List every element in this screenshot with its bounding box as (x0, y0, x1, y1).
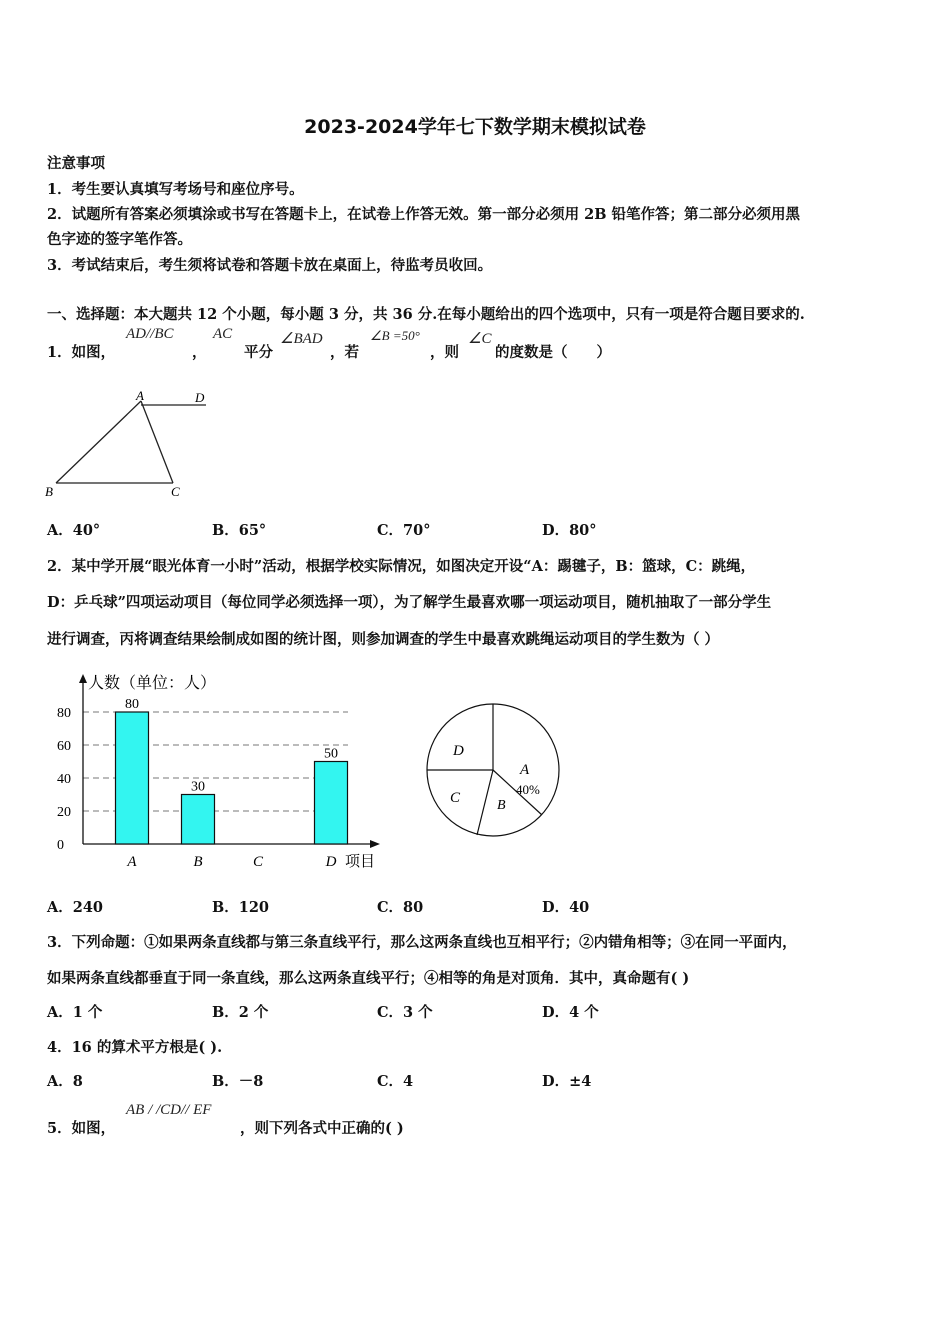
bar-b (182, 795, 215, 845)
notice-heading: 注意事项 (47, 155, 105, 172)
q4-option-a: A．8 (47, 1073, 83, 1090)
q1-math: ∠BAD (280, 331, 323, 347)
y-tick-label: 60 (57, 739, 71, 754)
q3-option-b: B．2 个 (212, 1004, 269, 1021)
y-tick-label: 80 (57, 706, 71, 721)
notice-item: 色字迹的签字笔作答。 (47, 231, 192, 248)
q2-text: 2．某中学开展“眼光体育一小时”活动，根据学校实际情况，如图决定开设“A：踢毽子，B：篮球，C：跳绳， (47, 558, 756, 575)
x-category-label: C (252, 854, 264, 870)
q1-math: ∠C (468, 331, 492, 347)
x-axis-label: 项目 (345, 854, 376, 870)
q2-text: 进行调查，丙将调查结果绘制成如图的统计图，则参加调查的学生中最喜欢跳绳运动项目的学生数为（ ） (47, 631, 720, 648)
point-b-label: B (45, 484, 53, 499)
bar-d (315, 762, 348, 845)
notice-item: 2．试题所有答案必须填涂或书写在答题卡上，在试卷上作答无效。第一部分必须用 2B 铅笔作答；第二部分必须用黑 (47, 206, 801, 223)
y-axis-arrow (79, 674, 87, 683)
pie-label-a: A (520, 762, 530, 778)
q2-option-a: A．240 (47, 899, 104, 916)
bar-a (116, 712, 149, 844)
q3-option-c: C．3 个 (377, 1004, 433, 1021)
point-c-label: C (171, 484, 180, 499)
y-tick-label: 0 (57, 838, 64, 853)
q2-option-d: D．40 (542, 899, 590, 916)
q1-text: ，若 (330, 344, 359, 361)
y-tick-label: 20 (57, 805, 71, 820)
point-a-label: A (136, 388, 144, 403)
pie-label-c: C (450, 790, 461, 806)
q4-text: 4．16 的算术平方根是( ). (47, 1039, 223, 1056)
q1-text: 的度数是（ ） (495, 344, 611, 361)
q3-text: 3．下列命题：①如果两条直线都与第三条直线平行，那么这两条直线也互相平行；②内错角相等；③在同一平面内， (47, 934, 797, 951)
x-axis-arrow (370, 840, 380, 848)
y-tick-label: 40 (57, 772, 71, 787)
q4-option-b: B．－8 (212, 1073, 264, 1090)
pie-divider (477, 770, 493, 835)
q1-option-d: D．80° (542, 522, 597, 539)
q5-math: AB / /CD// EF (126, 1102, 212, 1118)
q1-math: AD//BC (126, 326, 174, 342)
point-d-label: D (195, 390, 205, 405)
q1-text: ，则 (430, 344, 459, 361)
q2-option-c: C．80 (377, 899, 424, 916)
q1-math: ∠B =50° (370, 328, 420, 343)
pie-label-b: B (497, 798, 506, 813)
bar-value-label: 50 (324, 746, 338, 762)
notice-item: 3．考试结束后，考生须将试卷和答题卡放在桌面上，待监考员收回。 (47, 257, 493, 274)
q2-text: D：乒乓球”四项运动项目（每位同学必须选择一项），为了解学生最喜欢哪一项运动项目，随机抽取了一部分学生 (47, 594, 772, 611)
segment-ac (141, 401, 173, 483)
page-title: 2023-2024学年七下数学期末模拟试卷 (304, 116, 646, 138)
bar-chart (40, 668, 390, 878)
q5-text: ，则下列各式中正确的( ) (240, 1120, 404, 1137)
section-heading: 一、选择题：本大题共 12 个小题，每小题 3 分，共 36 分.在每小题给出的四个选项中，只有一项是符合题目要求的. (47, 306, 805, 323)
q3-option-a: A．1 个 (47, 1004, 103, 1021)
q1-math: AC (213, 326, 233, 342)
pie-label-d: D (453, 743, 464, 759)
q1-option-b: B．65° (212, 522, 267, 539)
x-category-label: B (193, 854, 203, 870)
bar-value-label: 30 (191, 779, 205, 795)
q3-text: 如果两条直线都垂直于同一条直线，那么这两条直线平行；④相等的角是对顶角．其中，真命题有( ) (47, 970, 690, 987)
q3-option-d: D．4 个 (542, 1004, 599, 1021)
q1-text: 平分 (244, 344, 273, 361)
x-category-label: A (127, 854, 137, 870)
notice-item: 1．考生要认真填写考场号和座位序号。 (47, 181, 304, 198)
q1-option-a: A．40° (47, 522, 101, 539)
triangle-figure (40, 384, 220, 504)
pie-percent-a: 40% (516, 782, 540, 797)
q4-option-c: C．4 (377, 1073, 414, 1090)
q4-option-d: D．±4 (542, 1073, 592, 1090)
y-axis-label: 人数（单位：人） (88, 675, 217, 692)
pie-chart (420, 698, 570, 843)
q5-text: 5．如图， (47, 1120, 116, 1137)
bar-value-label: 80 (125, 697, 139, 712)
q1-text: ， (192, 344, 207, 361)
x-category-label: D (325, 854, 337, 870)
q2-option-b: B．120 (212, 899, 270, 916)
q1-text: 1．如图， (47, 344, 116, 361)
q1-option-c: C．70° (377, 522, 431, 539)
segment-ab (56, 401, 141, 483)
